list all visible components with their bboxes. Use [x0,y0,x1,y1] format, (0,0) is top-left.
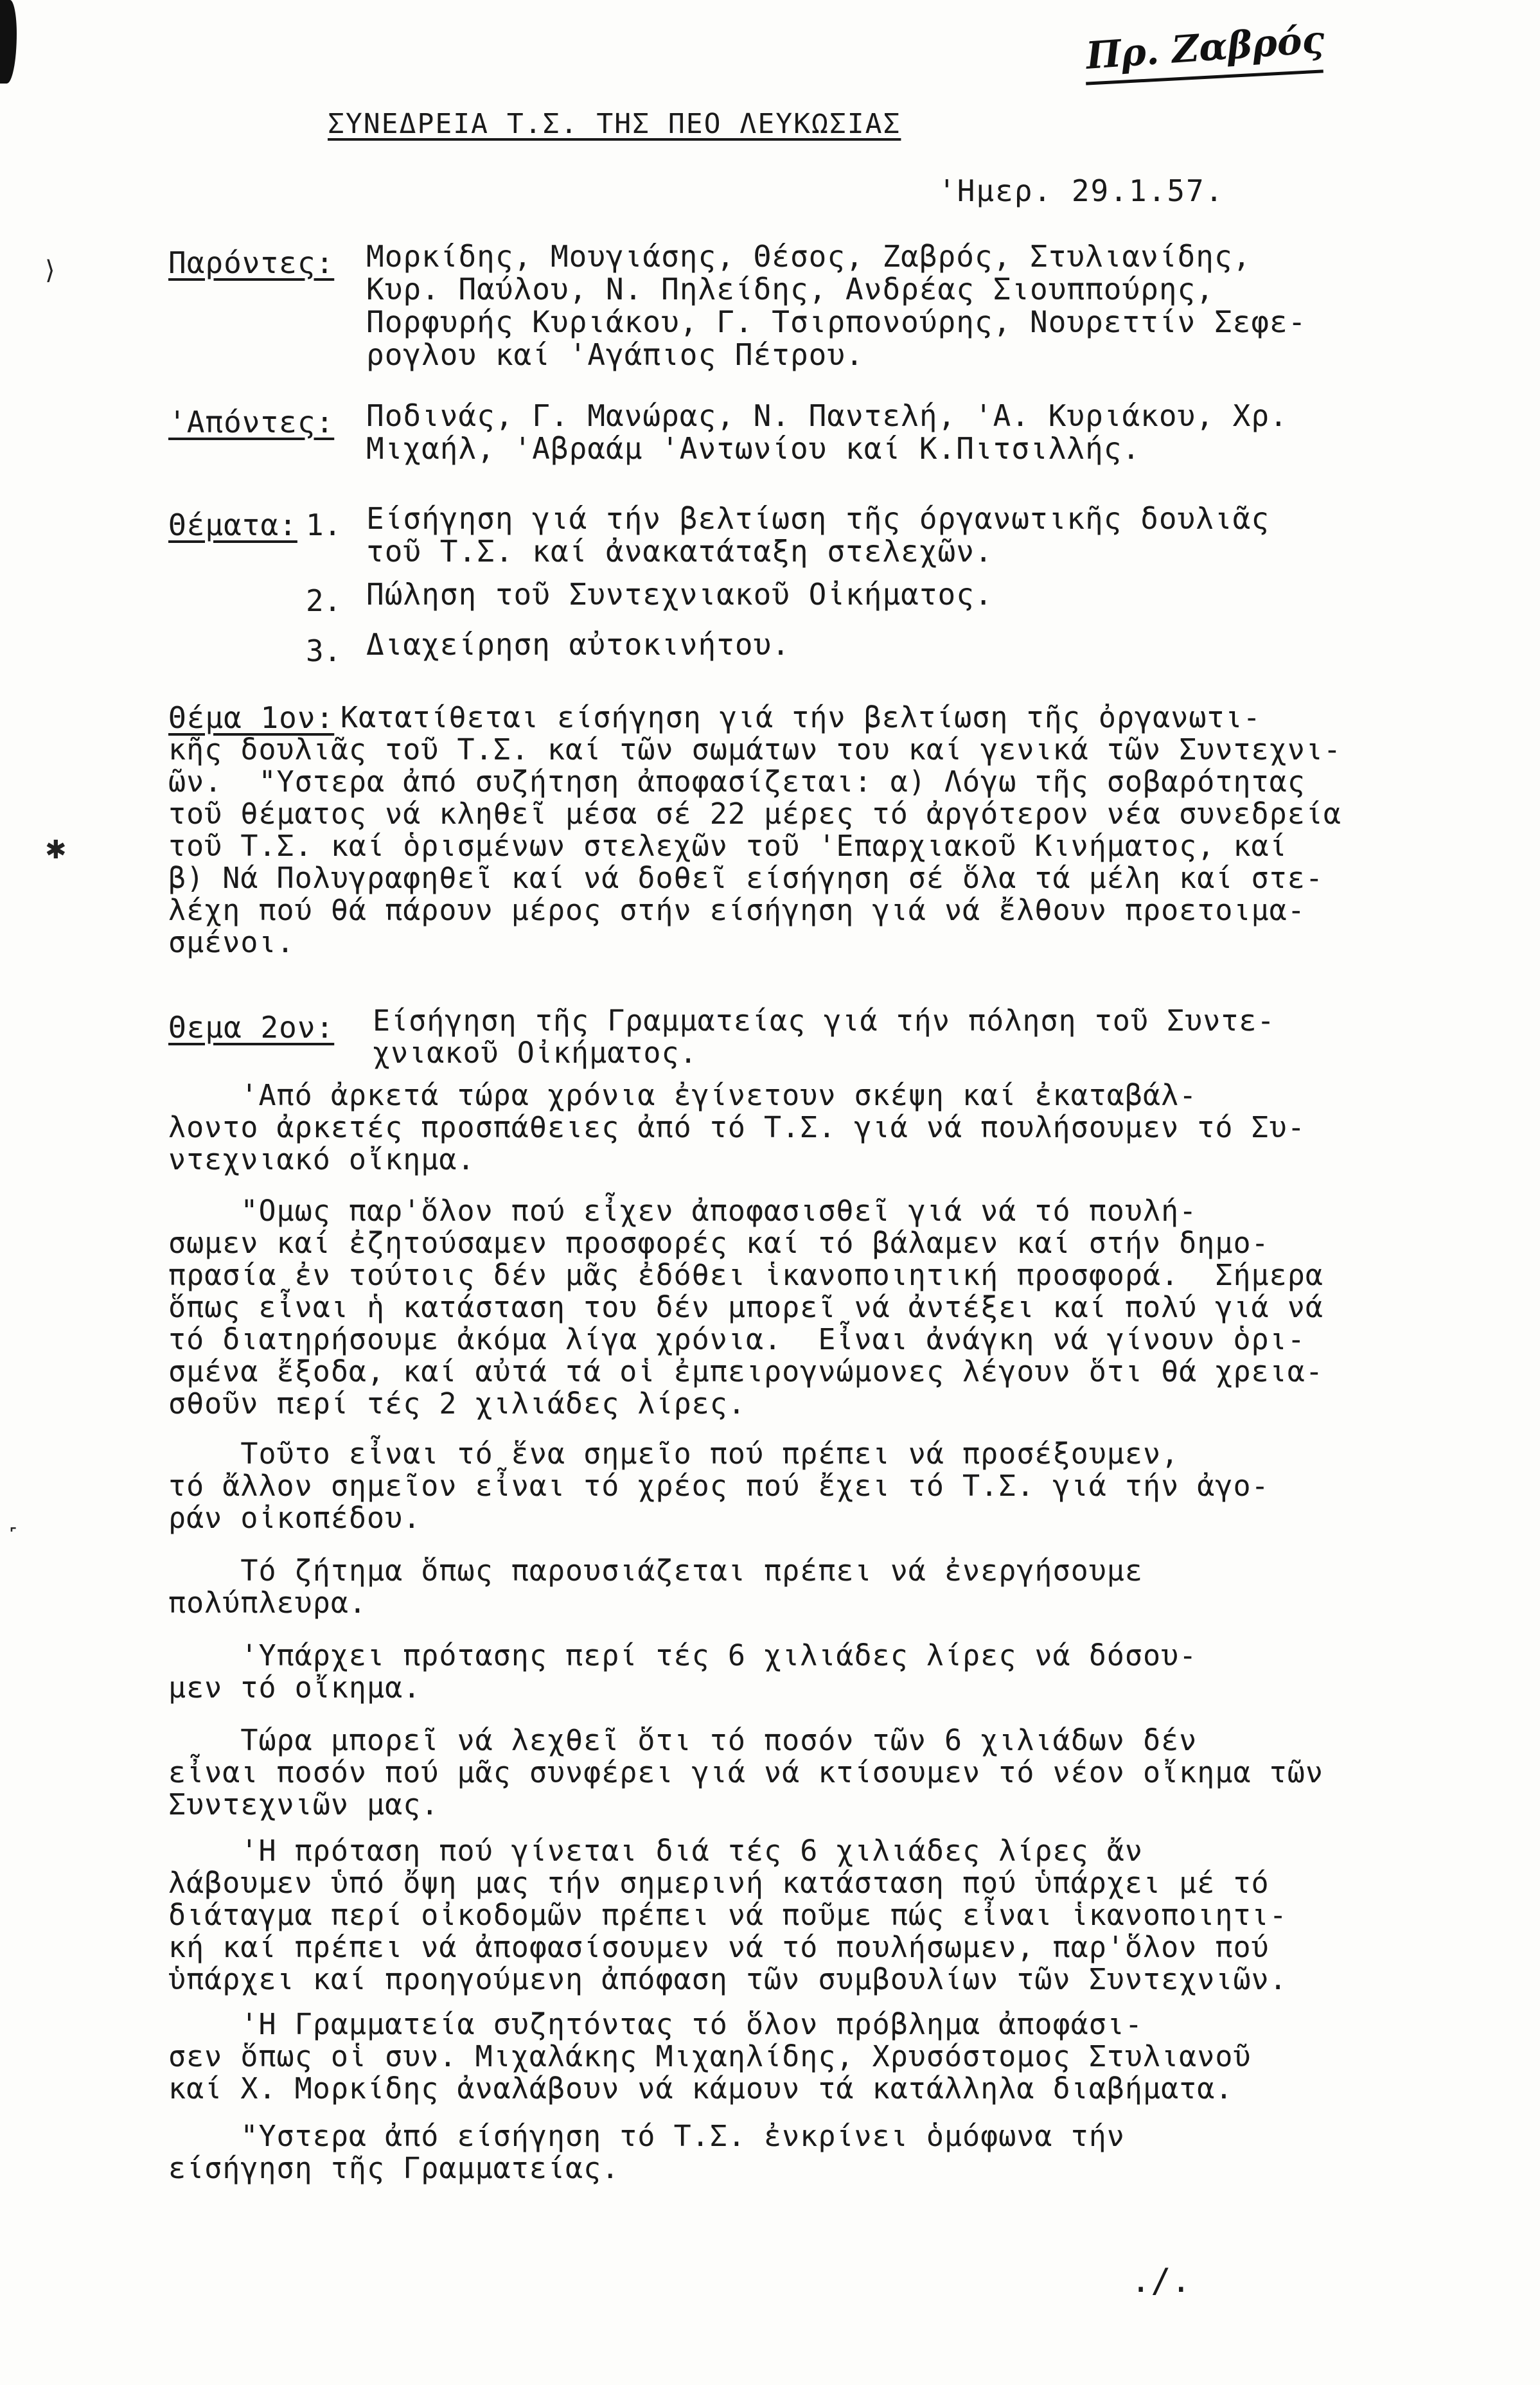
topic2-paragraph [168,1835,1288,1996]
paragraph-line: πολύπλευρα. [168,1586,367,1620]
paragraph-line: μεν τό οἴκημα. [168,1671,421,1705]
paragraph-line: τό διατηρήσουμε ἀκόμα λίγα χρόνια. Εἶναι ἀνάγκη νά γίνουν ὁρι- [168,1322,1305,1356]
paragraph-line: 'Η πρόταση πού γίνεται διά τές 6 χιλιάδες λίρες ἄν [168,1834,1143,1868]
paragraph-line: πρασία ἐν τούτοις δέν μᾶς ἐδόθει ἱκανοποιητική προσφορά. Σήμερα [168,1258,1323,1292]
topic1-line: λέχη πού θά πάρουν μέρος στήν είσήγηση γιά νά ἔλθουν προετοιμα- [168,893,1305,927]
paragraph-line: "Υστερα ἀπό είσήγηση τό Τ.Σ. ἐνκρίνει ὁμόφωνα τήν [168,2119,1125,2153]
paragraph-line: "Ομως παρ'ὅλον πού εἶχεν ἀποφασισθεῖ γιά νά τό πουλή- [168,1194,1198,1228]
topic2-paragraph [168,1438,1270,1534]
paragraph-line: καί Χ. Μορκίδης ἀναλάβουν νά κάμουν τά κατάλληλα διαβήματα. [168,2071,1234,2106]
topic2-paragraph [168,1555,1143,1619]
margin-mark: ˹ [9,1523,18,1552]
present-line: Μορκίδης, Μουγιάσης, Θέσος, Ζαβρός, Στυλιανίδης, [366,239,1252,274]
paragraph-line: τό ἄλλον σημεῖον εἶναι τό χρέος πού ἔχει τό Τ.Σ. γιά τήν ἀγο- [168,1469,1270,1503]
present-line: Κυρ. Παύλου, Ν. Πηλείδης, Ανδρέας Σιουππούρης, [366,272,1214,306]
topic1-body [168,702,1341,959]
absent-label: 'Απόντες: [168,405,335,439]
absent-list [366,400,1288,465]
topic2-heading-line: χνιακοῦ Οἰκήματος. [373,1036,698,1070]
topic-number: 2. [306,583,342,618]
paragraph-line: διάταγμα περί οἰκοδομῶν πρέπει νά ποῦμε πώς εἶναι ἱκανοποιητι- [168,1898,1288,1932]
topic-line: Είσήγηση γιά τήν βελτίωση τῆς όργανωτικῆς δουλιᾶς [366,501,1270,536]
topic2-heading-line: Είσήγηση τῆς Γραμματείας γιά τήν πόληση τοῦ Συντε- [373,1004,1275,1038]
topic-item [366,628,790,661]
paragraph-line: 'Υπάρχει πρότασης περί τές 6 χιλιάδες λίρες νά δόσου- [168,1638,1198,1672]
paragraph-line: λάβουμεν ὑπό ὄψη μας τήν σημερινή κατάσταση πού ὑπάρχει μέ τό [168,1866,1270,1900]
paragraph-line: Τό ζήτημα ὅπως παρουσιάζεται πρέπει νά ἐνεργήσουμε [168,1554,1143,1588]
paragraph-line: Τοῦτο εἶναι τό ἕνα σημεῖο πού πρέπει νά προσέξουμεν, [168,1437,1180,1471]
topic-number: 1. [306,508,342,542]
margin-mark: ⟩ [45,256,55,285]
topic-item [366,502,1270,568]
present-label: Παρόντες: [168,245,335,280]
end-mark: ./. [1131,2262,1191,2300]
paragraph-line: σεν ὅπως οἱ συν. Μιχαλάκης Μιχαηλίδης, Χρυσόστομος Στυλιανοῦ [168,2039,1252,2073]
absent-line: Ποδινάς, Γ. Μανώρας, Ν. Παντελή, 'Α. Κυριάκου, Χρ. [366,398,1288,433]
scan-blot [0,0,17,84]
topics-label: Θέματα: [168,508,297,542]
topic1-line: κῆς δουλιᾶς τοῦ Τ.Σ. καί τῶν σωμάτων του καί γενικά τῶν Συντεχνι- [168,732,1341,767]
paragraph-line: είσήγηση τῆς Γραμματείας. [168,2151,620,2185]
present-line: ρογλου καί 'Αγάπιος Πέτρου. [366,337,864,372]
paragraph-line: ὑπάρχει καί προηγούμενη ἀπόφαση τῶν συμβουλίων τῶν Συντεχνιῶν. [168,1962,1288,1996]
paragraph-line: εἶναι ποσόν πού μᾶς συνφέρει γιά νά κτίσουμεν τό νέον οἴκημα τῶν [168,1755,1323,1789]
topic2-paragraph [168,2008,1252,2105]
topic2-paragraph [168,1724,1323,1821]
topic2-paragraph [168,1640,1197,1704]
topic1-line: Κατατίθεται είσήγηση γιά τήν βελτίωση τῆς ὀργανωτι- [341,700,1261,734]
paragraph-line: ὅπως εἶναι ἡ κατάσταση του δέν μπορεῖ νά ἀντέξει καί πολύ γιά νά [168,1290,1323,1324]
paragraph-line: Συντεχνιῶν μας. [168,1787,439,1822]
paragraph-line: σθοῦν περί τές 2 χιλιάδες λίρες. [168,1387,746,1421]
topic2-heading [373,1005,1275,1069]
topic1-line: τοῦ θέματος νά κληθεῖ μέσα σέ 22 μέρες τό ἀργότερον νέα συνεδρεία [168,797,1341,831]
document-date: 'Ημερ. 29.1.57. [938,173,1225,208]
paragraph-line: 'Η Γραμματεία συζητόντας τό ὅλον πρόβλημα ἀποφάσι- [168,2007,1143,2041]
topic1-line: β) Νά Πολυγραφηθεῖ καί νά δοθεῖ είσήγηση σέ ὅλα τά μέλη καί στε- [168,861,1323,895]
paragraph-line: Τώρα μπορεῖ νά λεχθεῖ ὅτι τό ποσόν τῶν 6 χιλιάδων δέν [168,1723,1198,1757]
topic-number: 3. [306,634,342,668]
topic2-label: Θεμα 2ον: [168,1010,335,1045]
topic-item [366,578,993,611]
topic1-line: ῶν. "Υστερα ἀπό συζήτηση ἀποφασίζεται: α) Λόγω τῆς σοβαρότητας [168,765,1305,799]
paragraph-line: ντεχνιακό οἴκημα. [168,1142,475,1176]
topic-line: Διαχείρηση αὐτοκινήτου. [366,627,790,662]
paragraph-line: σμένα ἔξοδα, καί αὐτά τά οἱ ἐμπειρογνώμονες λέγουν ὅτι θά χρεια- [168,1354,1323,1388]
paragraph-line: ράν οἰκοπέδου. [168,1501,421,1535]
paragraph-line: 'Από ἀρκετά τώρα χρόνια ἐγίνετουν σκέψη καί ἐκαταβάλ- [168,1078,1198,1112]
present-line: Πορφυρής Κυριάκου, Γ. Τσιρπονούρης, Νουρεττίν Σεφε- [366,305,1307,339]
paragraph-line: σωμεν καί ἐζητούσαμεν προσφορές καί τό βάλαμεν καί στήν δημο- [168,1226,1270,1260]
topic2-paragraph [168,1079,1305,1176]
topic2-paragraph [168,1195,1323,1420]
paragraph-line: κή καί πρέπει νά ἀποφασίσουμεν νά τό πουλήσωμεν, παρ'ὅλον πού [168,1930,1270,1964]
present-list [366,240,1306,371]
margin-mark: ✱ [45,835,67,865]
topic1-line: τοῦ Τ.Σ. καί ὁρισμένων στελεχῶν τοῦ 'Επαρχιακοῦ Κινήματος, καί [168,829,1288,863]
document-title: ΣΥΝΕΔΡΕΙΑ Τ.Σ. ΤΗΣ ΠΕΟ ΛΕΥΚΩΣΙΑΣ [328,108,901,140]
absent-line: Μιχαήλ, 'Αβραάμ 'Αντωνίου καί Κ.Πιτσιλλής. [366,431,1141,466]
topic1-label: Θέμα 1ον: [168,700,335,735]
topic1-line: σμένοι. [168,925,295,959]
handwritten-note: Πρ. Ζαβρός [1084,17,1326,78]
topic2-paragraph [168,2120,1125,2185]
topic-line: τοῦ Τ.Σ. καί ἀνακατάταξη στελεχῶν. [366,534,993,569]
topic-line: Πώληση τοῦ Συντεχνιακοῦ Οἰκήματος. [366,577,993,612]
paragraph-line: λοντο ἀρκετές προσπάθειες ἀπό τό Τ.Σ. γιά νά πουλήσουμεν τό Συ- [168,1110,1305,1144]
